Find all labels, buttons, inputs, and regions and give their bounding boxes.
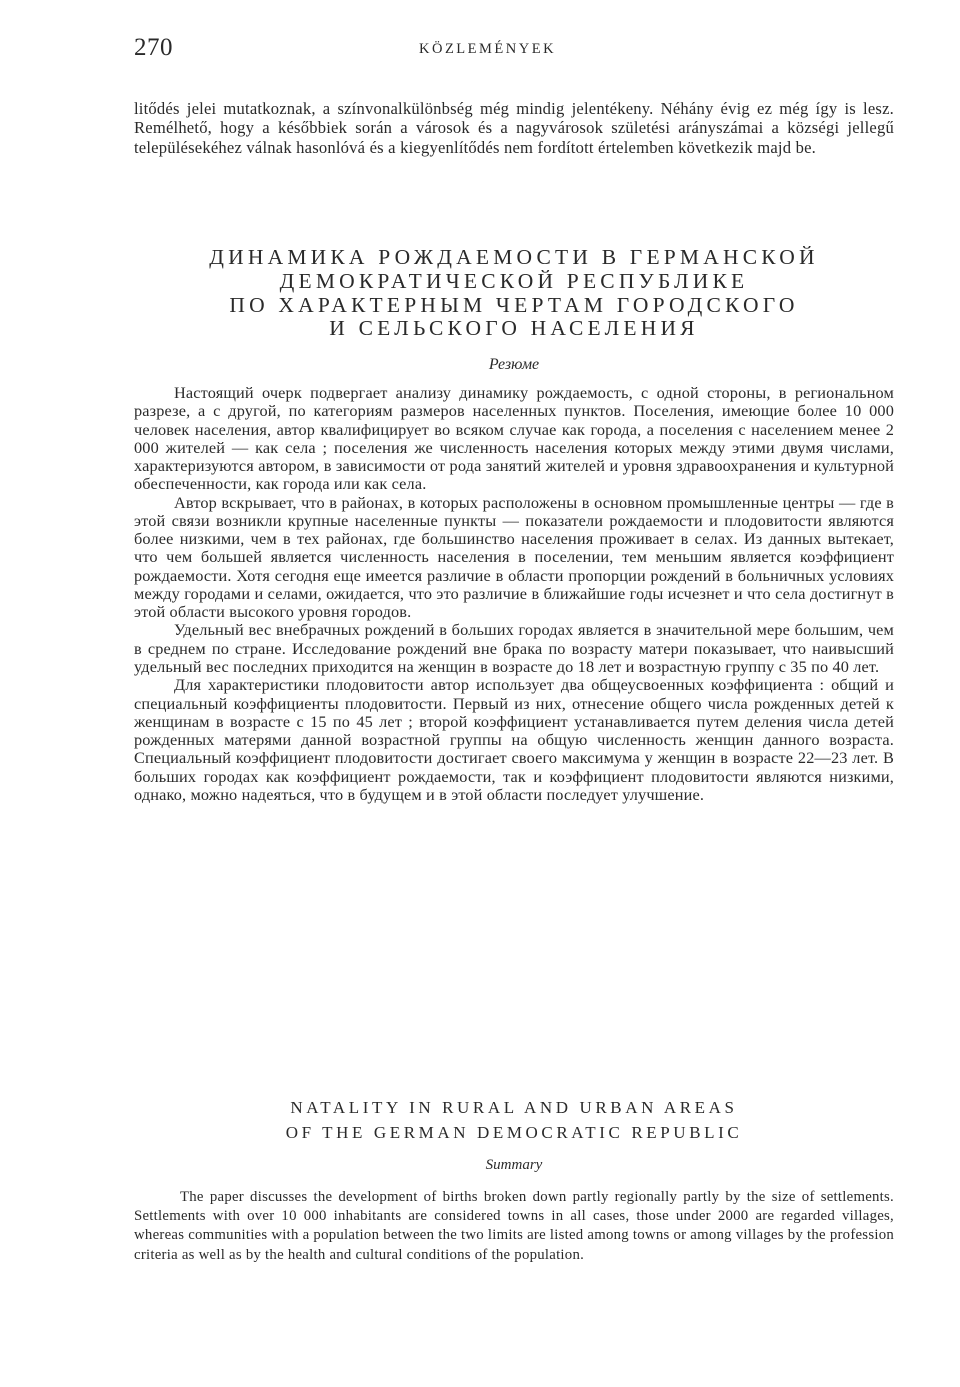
russian-title	[134, 246, 894, 341]
russian-paragraph: Автор вскрывает, что в районах, в которых расположены в основном промышленные центры — где в этой связи возникли крупные населенные пункты — показатели рождаемости и плодовитости являются более низкими, чем в тех районах, где большинство населения проживает в селах. Из данных вытекает, что чем большей является численность населения в поселении, тем меньшим является коэффициент рождаемости. Хотя сегодня еще имеется различие в области пропорции рождений в больничных условиях между городами и селами, ожидается, что это различие в ближайшие годы исчезнет и что села достигнут в этой области высокого уровня городов.	[134, 492, 894, 622]
english-title	[134, 1095, 894, 1145]
russian-paragraph: Настоящий очерк подвергает анализу динамику рождаемость, с одной стороны, в региональном разрезе, а с другой, по категориям размеров населенных пунктов. Поселения, имеющие более 10 000 человек населения, автор квалифицирует во всяком случае как города, а поселения с населением менее 2 000 жителей — как села ; поселения же численность населения которых между этими двумя числами, характеризуются автором, в зависимости от рода занятий жителей и уровня здравоохранения и культурной обеспеченности, как города или как села.	[134, 383, 894, 494]
summary-label: Summary	[485, 1157, 543, 1173]
english-summary-body	[134, 1188, 894, 1265]
russian-paragraph: Удельный вес внебрачных рождений в больших городах является в значительной мере большим, чем в среднем по стране. Исследование рождений вне брака по возрасту матери показывает, что наивысший удельный вес последних приходится на женщин в возрасте до 18 лет и возрастную группу с 35 по 40 лет.	[134, 620, 894, 676]
russian-paragraph: Для характеристики плодовитости автор использует два общеусвоенных коэффициента : общий и специальный коэффициенты плодовитости. Первый из них, отнесение общего числа рожденных детей к женщинам в возрасте с 15 по 45 лет ; второй коэффициент устанавливается путем деления числа детей рожденных матерями данной возрастной группы на общую численность женщин данного возраста. Специальный коэффициент плодовитости достигает своего максимума у женщин в возрасте 22—23 лет. В больших городах как коэффициент рождаемости, так и коэффициент плодовитости являются низкими, однако, можно надеяться, что в будущем и в этой области последует улучшение.	[134, 675, 894, 804]
hungarian-paragraph: litődés jelei mutatkoznak, a színvonalkülönbség még mindig jelentékeny. Néhány évig ez még így is lesz. Remélhető, hogy a későbbiek során a városok és a nagyvárosok születési arányszámai a községi jellegű településekéhez válnak hasonlóvá és a kiegyenlítődés nem fordított értelemben következik majd be.	[134, 99, 894, 157]
english-title-line: NATALITY IN RURAL AND URBAN AREAS	[290, 1098, 738, 1117]
english-paragraph: The paper discusses the development of births broken down partly regionally partly by the size of settlements. Settlements with over 10 000 inhabitants are considered towns in all cases, those under 2000 are regarded villages, whereas communities with a population between the two limits are listed among towns or among villages by the profession criteria as well as by the health and cultural conditions of the population.	[134, 1189, 894, 1263]
running-head: KÖZLEMÉNYEK	[419, 41, 557, 57]
resume-label: Резюме	[488, 356, 540, 373]
russian-title-line: ПО ХАРАКТЕРНЫМ ЧЕРТАМ ГОРОДСКОГО	[229, 292, 799, 317]
page-number: 270	[134, 34, 173, 61]
russian-summary-body	[134, 384, 894, 804]
russian-title-line: ДЕМОКРАТИЧЕСКОЙ РЕСПУБЛИКЕ	[279, 268, 749, 293]
english-title-line: OF THE GERMAN DEMOCRATIC REPUBLIC	[285, 1123, 743, 1142]
page-header	[134, 34, 834, 70]
hungarian-text-block	[134, 99, 894, 157]
russian-title-line: И СЕЛЬСКОГО НАСЕЛЕНИЯ	[329, 316, 699, 341]
russian-title-line: ДИНАМИКА РОЖДАЕМОСТИ В ГЕРМАНСКОЙ	[209, 245, 819, 269]
